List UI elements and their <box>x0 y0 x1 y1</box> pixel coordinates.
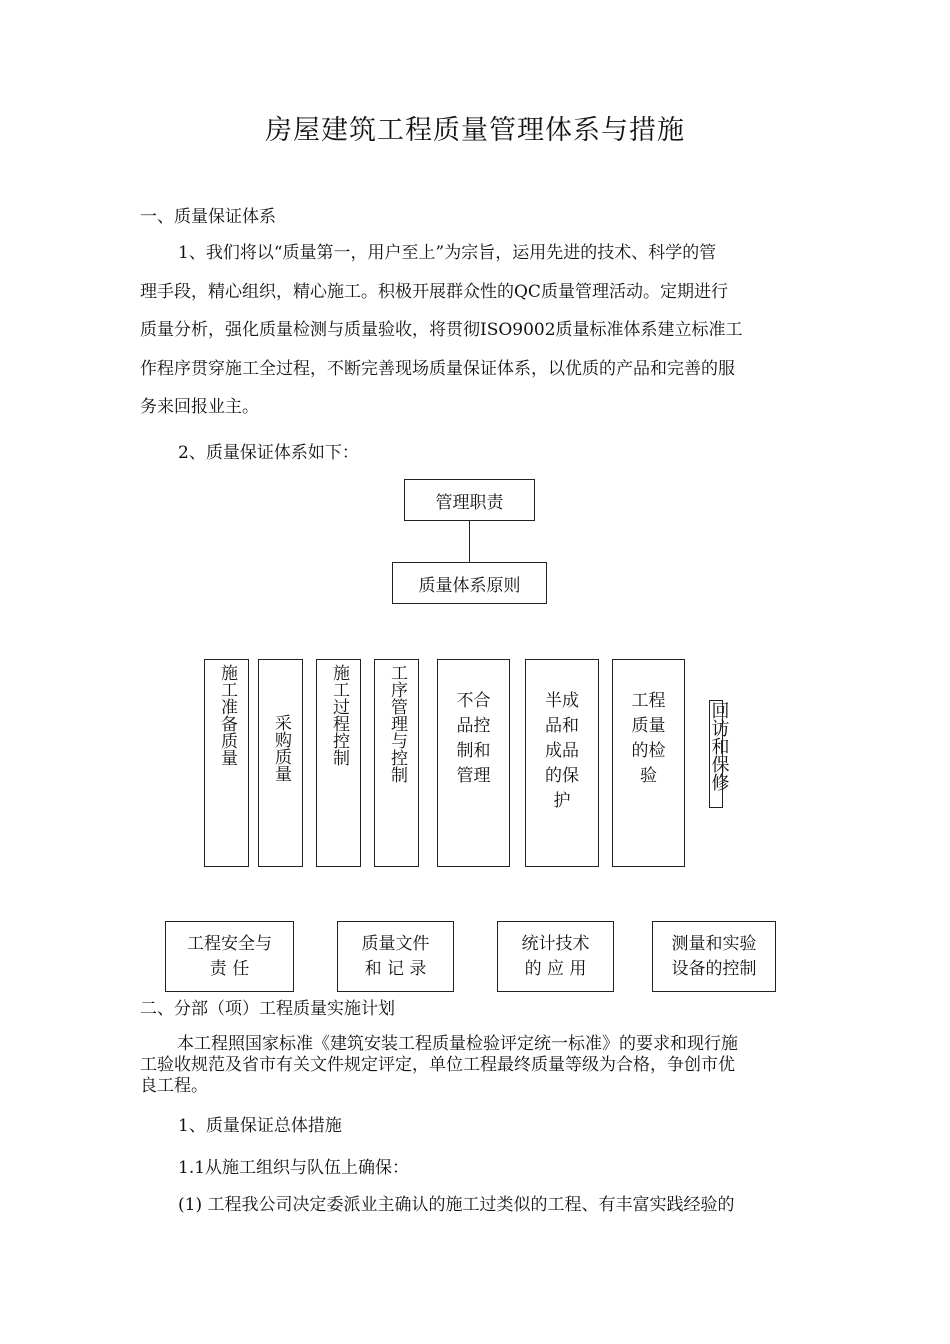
box-process-control <box>316 659 361 867</box>
box-product-protection <box>525 659 599 867</box>
box-construction-prep-label: 施工准备质量 <box>217 664 237 766</box>
box-measurement-equipment: 测量和实验 设备的控制 <box>652 921 776 992</box>
box-statistical-techniques: 统计技术 的 应 用 <box>497 921 614 992</box>
para1-line-5: 务来回报业主。 <box>140 397 259 417</box>
box-quality-inspection-label: 工程 质量 的检 验 <box>631 691 666 786</box>
section1-paragraph2: 2、质量保证体系如下： <box>178 443 359 463</box>
para1-line-3: 质量分析，强化质量检测与质量验收，将贯彻ISO9002质量标准体系建立标准工 <box>140 320 743 340</box>
box-management-duty: 管理职责 <box>404 479 535 521</box>
box-quality-documents: 质量文件 和 记 录 <box>337 921 454 992</box>
box-revisit-warranty-label: 回访和保修 <box>708 701 730 791</box>
box-procedure-management <box>374 659 419 867</box>
box-quality-principle: 质量体系原则 <box>392 562 547 604</box>
connector-line <box>469 521 470 562</box>
para1-line-1: 1、我们将以“质量第一，用户至上”为宗旨，运用先进的技术、科学的管 <box>178 243 717 263</box>
section1-heading: 一、质量保证体系 <box>140 207 276 227</box>
box-procurement-label: 采购质量 <box>271 714 291 782</box>
para1-line-4: 作程序贯穿施工全过程，不断完善现场质量保证体系，以优质的产品和完善的服 <box>140 358 735 379</box>
section2-line-1: 本工程照国家标准《建筑安装工程质量检验评定统一标准》的要求和现行施 <box>177 1034 738 1054</box>
box-procedure-management-label: 工序管理与控制 <box>387 664 407 783</box>
box-construction-prep <box>204 659 249 867</box>
box-nonconforming-control <box>437 659 510 867</box>
section2-paragraph <box>140 1034 820 1097</box>
box-quality-inspection <box>612 659 685 867</box>
box-nonconforming-control-label: 不合 品控 制和 管理 <box>456 691 491 786</box>
box-safety-responsibility: 工程安全与 责 任 <box>165 921 294 992</box>
section2-heading: 二、分部（项）工程质量实施计划 <box>140 999 395 1019</box>
box-product-protection-label: 半成 品和 成品 的保 护 <box>545 691 579 811</box>
item-1-1-1: (1) 工程我公司决定委派业主确认的施工过类似的工程、有丰富实践经验的 <box>178 1195 735 1215</box>
section2-line-3: 良工程。 <box>140 1076 208 1096</box>
box-procurement <box>258 659 303 867</box>
para1-line-2: 理手段，精心组织，精心施工。积极开展群众性的QC质量管理活动。定期进行 <box>140 281 728 302</box>
box-process-control-label: 施工过程控制 <box>329 664 349 766</box>
item-1-1: 1.1从施工组织与队伍上确保： <box>178 1158 410 1178</box>
item-1: 1、质量保证总体措施 <box>178 1116 342 1136</box>
box-revisit-warranty <box>708 700 730 808</box>
section1-paragraph1 <box>140 234 820 427</box>
document-title: 房屋建筑工程质量管理体系与措施 <box>265 115 685 146</box>
section2-line-2: 工验收规范及省市有关文件规定评定，单位工程最终质量等级为合格，争创市优 <box>140 1055 735 1075</box>
